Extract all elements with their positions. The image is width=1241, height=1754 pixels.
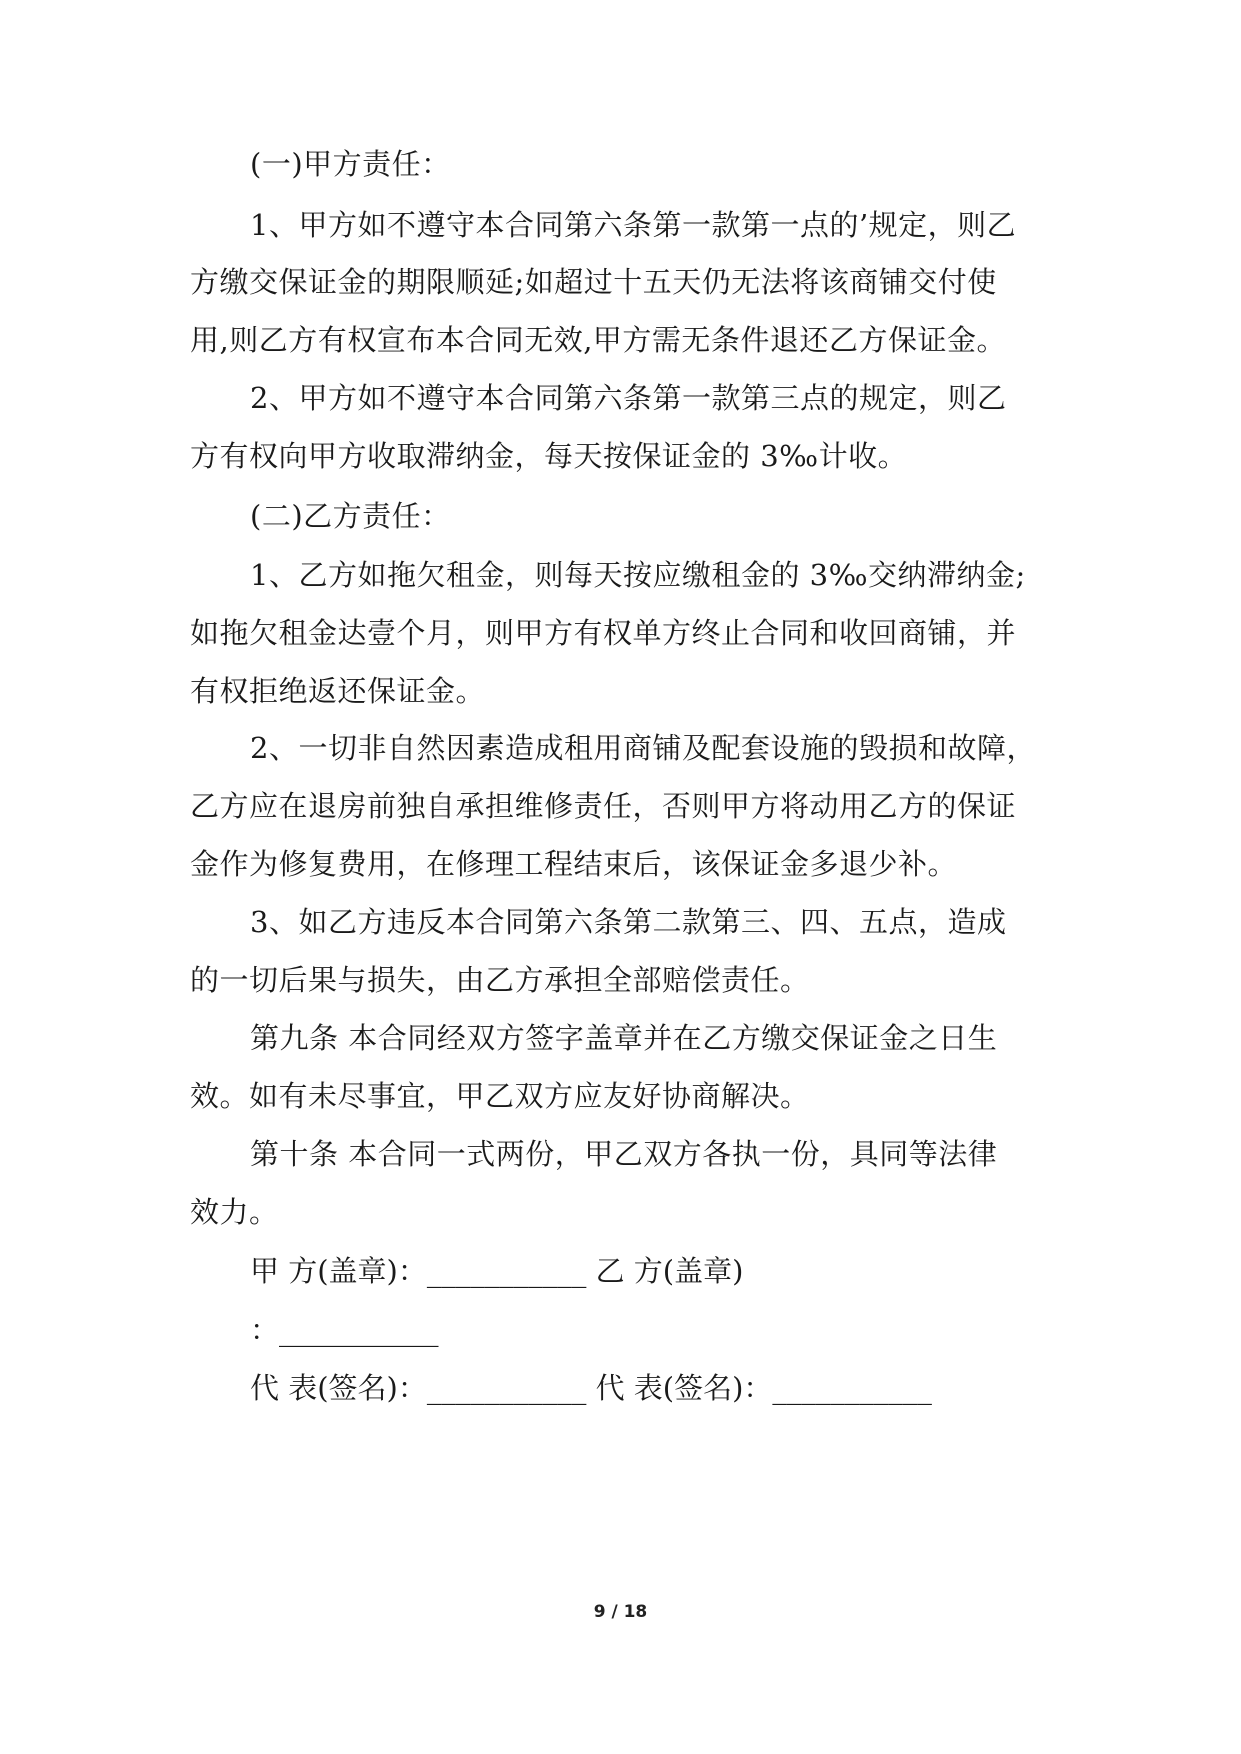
paragraph-line: 2、一切非自然因素造成租用商铺及配套设施的毁损和故障，	[250, 731, 1036, 765]
paragraph-line: 乙方应在退房前独自承担维修责任，否则甲方将动用乙方的保证	[190, 789, 1017, 823]
signature-row-representative: 代 表(签名)：___________ 代 表(签名)：___________	[250, 1371, 932, 1405]
paragraph-line: 1、乙方如拖欠租金，则每天按应缴租金的 3‰交纳滞纳金;	[250, 558, 1026, 592]
paragraph-line: 用,则乙方有权宣布本合同无效,甲方需无条件退还乙方保证金。	[190, 323, 1006, 357]
page-number: 9 / 18	[593, 1602, 648, 1622]
paragraph-line: 3、如乙方违反本合同第六条第二款第三、四、五点，造成	[250, 905, 1007, 939]
paragraph-line: 1、甲方如不遵守本合同第六条第一款第一点的’规定，则乙	[250, 208, 1017, 242]
paragraph-line: 金作为修复费用，在修理工程结束后，该保证金多退少补。	[190, 847, 958, 881]
paragraph-line: 的一切后果与损失，由乙方承担全部赔偿责任。	[190, 963, 810, 997]
paragraph-line: 有权拒绝返还保证金。	[190, 674, 486, 708]
signature-row-seal-continued: ：___________	[250, 1313, 439, 1347]
paragraph-line: 如拖欠租金达壹个月，则甲方有权单方终止合同和收回商铺，并	[190, 616, 1017, 650]
paragraph-line: 2、甲方如不遵守本合同第六条第一款第三点的规定，则乙	[250, 381, 1007, 415]
section-party-b-heading: (二)乙方责任：	[250, 499, 451, 533]
article-ten-line: 第十条 本合同一式两份，甲乙双方各执一份，具同等法律	[250, 1137, 998, 1171]
signature-row-seal: 甲 方(盖章)：___________ 乙 方(盖章)	[250, 1254, 744, 1288]
article-nine-line: 第九条 本合同经双方签字盖章并在乙方缴交保证金之日生	[250, 1021, 998, 1055]
section-party-a-heading: (一)甲方责任：	[250, 147, 451, 181]
paragraph-line: 方有权向甲方收取滞纳金，每天按保证金的 3‰计收。	[190, 439, 908, 473]
paragraph-line: 效。如有未尽事宜，甲乙双方应友好协商解决。	[190, 1079, 810, 1113]
paragraph-line: 效力。	[190, 1195, 279, 1229]
paragraph-line: 方缴交保证金的期限顺延;如超过十五天仍无法将该商铺交付使	[190, 265, 997, 299]
